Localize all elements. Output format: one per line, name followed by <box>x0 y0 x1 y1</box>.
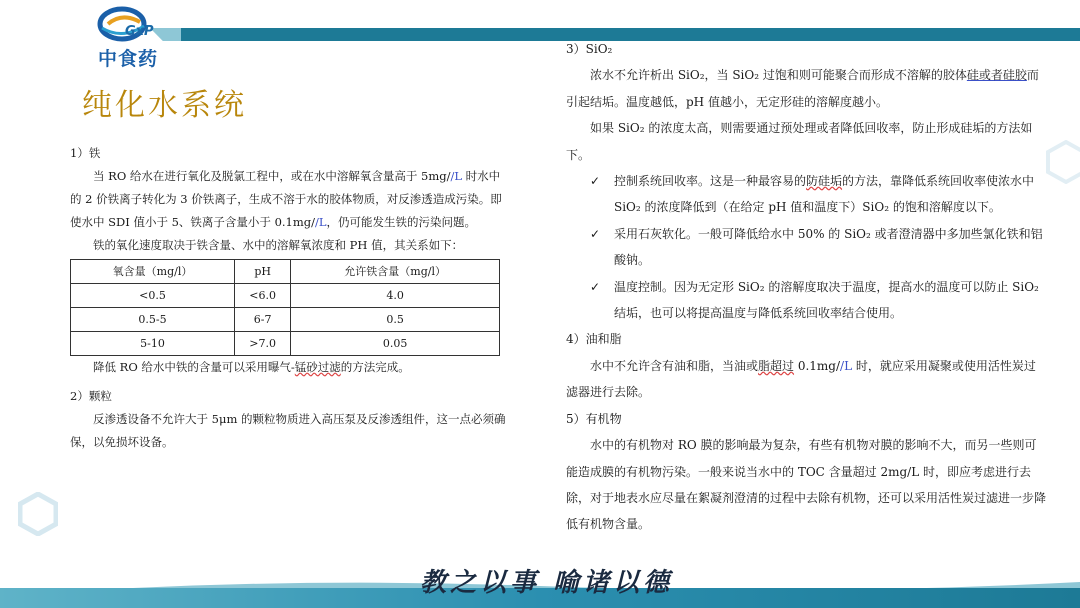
table-cell: 0.5-5 <box>71 308 235 332</box>
check-item: ✓ 温度控制。因为无定形 SiO₂ 的溶解度取决于温度，提高水的温度可以防止 SiO₂ 结垢，也可以将提高温度与降低系统回收率结合使用。 <box>566 274 1046 327</box>
iron-table <box>70 259 500 356</box>
table-cell: <6.0 <box>234 284 290 308</box>
particle-heading: 2）颗粒 <box>70 389 112 403</box>
iron-paragraph-1: 当 RO 给水在进行氧化及脱氯工程中，或在水中溶解氧含量高于 5mg//L 时水中的 2 价铁离子转化为 3 价铁离子，生成不溶于水的胶体物质，对反渗透造成污染。即使水中 SDI 值小于 5、铁离子含量小于 0.1mg//L，仍可能发生铁的污染问题。 <box>70 169 502 229</box>
table-cell: 0.05 <box>291 332 500 356</box>
logo-text-latin: GxP <box>125 24 154 39</box>
right-column <box>566 36 1046 538</box>
oil-heading: 4）油和脂 <box>566 332 622 347</box>
organic-paragraph: 水中的有机物对 RO 膜的影响最为复杂，有些有机物对膜的影响不大，而另一些则可能造成膜的有机物污染。一般来说当水中的 TOC 含量超过 2mg/L 时，即应考虑进行去除，对于地表水应尽量在絮凝剂澄清的过程中去除有机物，还可以采用活性炭过滤进一步降低有机物含量。 <box>566 438 1047 532</box>
table-cell: 5-10 <box>71 332 235 356</box>
oil-paragraph: 水中不允许含有油和脂，当油或脂超过 0.1mg//L 时，就应采用凝聚或使用活性炭过滤器进行去除。 <box>566 358 1036 400</box>
iron-heading: 1）铁 <box>70 146 101 160</box>
table-header-cell: pH <box>234 260 290 284</box>
table-cell: 0.5 <box>291 308 500 332</box>
table-row <box>71 308 500 332</box>
sio2-heading: 3）SiO₂ <box>566 42 613 56</box>
check-icon: ✓ <box>590 279 601 294</box>
table-header-row <box>71 260 500 284</box>
iron-paragraph-3: 降低 RO 给水中铁的含量可以采用曝气-锰砂过滤的方法完成。 <box>93 360 410 374</box>
check-icon: ✓ <box>590 174 601 189</box>
table-row <box>71 284 500 308</box>
hexagon-decoration-icon <box>1046 140 1080 184</box>
check-item: ✓ 控制系统回收率。这是一种最容易的防硅垢的方法，靠降低系统回收率使浓水中 SiO₂ 的浓度降低到（在给定 pH 值和温度下）SiO₂ 的饱和溶解度以下。 <box>566 168 1046 221</box>
table-header-cell: 氧含量（mg/l） <box>71 260 235 284</box>
particle-paragraph: 反渗透设备不允许大于 5μm 的颗粒物质进入高压泵及反渗透组件，这一点必须确保，以免损坏设备。 <box>70 412 506 449</box>
left-column <box>70 142 510 454</box>
table-row <box>71 332 500 356</box>
table-header-cell: 允许铁含量（mg/l） <box>291 260 500 284</box>
table-cell: 6-7 <box>234 308 290 332</box>
check-item: ✓ 采用石灰软化。一般可降低给水中 50% 的 SiO₂ 或者澄清器中多加些氯化铁和铝酸钠。 <box>566 221 1046 274</box>
page-title: 纯化水系统 <box>82 88 247 123</box>
logo-text-cn: 中食药 <box>98 48 159 70</box>
organic-heading: 5）有机物 <box>566 411 622 426</box>
iron-paragraph-2: 铁的氧化速度取决于铁含量、水中的溶解氧浓度和 PH 值，其关系如下： <box>93 238 464 252</box>
hexagon-decoration-icon <box>18 492 58 536</box>
table-cell: 4.0 <box>291 284 500 308</box>
table-cell: <0.5 <box>71 284 235 308</box>
check-icon: ✓ <box>590 226 601 241</box>
sio2-paragraph-2: 如果 SiO₂ 的浓度太高，则需要通过预处理或者降低回收率，防止形成硅垢的方法如下。 <box>566 121 1033 162</box>
footer-motto: 教之以事 喻诸以德 <box>420 568 674 598</box>
sio2-paragraph-1: 浓水不允许析出 SiO₂，当 SiO₂ 过饱和则可能聚合而形成不溶解的胶体硅或者硅胶而引起结垢。温度越低，pH 值越小，无定形硅的溶解度越小。 <box>566 68 1039 109</box>
table-cell: >7.0 <box>234 332 290 356</box>
